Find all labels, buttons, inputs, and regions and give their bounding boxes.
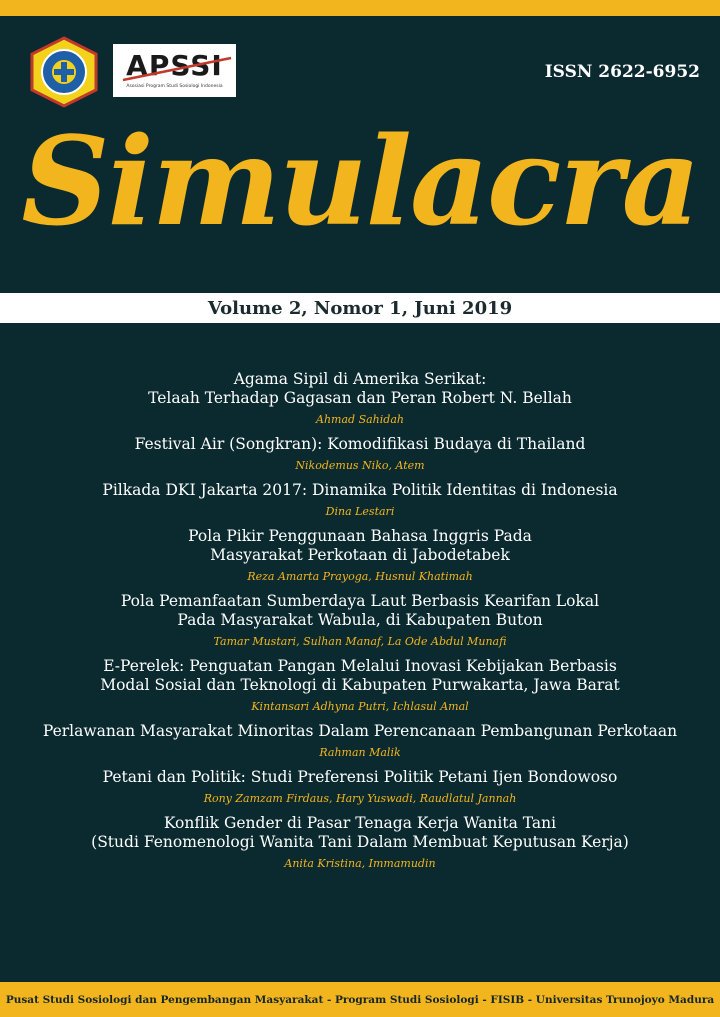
article-title-line: Perlawanan Masyarakat Minoritas Dalam Perencanaan Pembangunan Perkotaan: [42, 722, 678, 740]
journal-title: Simulacra: [21, 109, 699, 253]
article-title-line: E-Perelek: Penguatan Pangan Melalui Inovasi Kebijakan Berbasis: [103, 657, 617, 675]
article-authors: Anita Kristina, Immamudin: [284, 857, 436, 870]
article-authors: Rahman Malik: [319, 746, 401, 759]
apssi-swoosh-icon: [113, 44, 236, 97]
article-entry: [0, 481, 720, 519]
article-entry: [0, 722, 720, 760]
article-title-line: Petani dan Politik: Studi Preferensi Politik Petani Ijen Bondowoso: [102, 768, 618, 786]
article-title-line: Konflik Gender di Pasar Tenaga Kerja Wanita Tani: [163, 814, 557, 832]
article-title-line: Modal Sosial dan Teknologi di Kabupaten Purwakarta, Jawa Barat: [100, 676, 620, 694]
article-title-line: Pilkada DKI Jakarta 2017: Dinamika Politik Identitas di Indonesia: [102, 481, 618, 499]
article-title-line: Telaah Terhadap Gagasan dan Peran Robert N. Bellah: [148, 389, 572, 407]
article-authors: Nikodemus Niko, Atem: [295, 459, 425, 472]
table-of-contents: [0, 370, 720, 879]
article-authors: Kintansari Adhyna Putri, Ichlasul Amal: [251, 700, 469, 713]
article-title-line: Masyarakat Perkotaan di Jabodetabek: [210, 546, 510, 564]
article-authors: Ahmad Sahidah: [316, 413, 404, 426]
footer-bar: [0, 982, 720, 1017]
footer-text: Pusat Studi Sosiologi dan Pengembangan Masyarakat - Program Studi Sosiologi - FISIB - Universitas Trunojoyo Madura: [5, 993, 715, 1006]
volume-line: Volume 2, Nomor 1, Juni 2019: [207, 298, 513, 319]
article-title-line: Pada Masyarakat Wabula, di Kabupaten Buton: [177, 611, 543, 629]
article-authors: Rony Zamzam Firdaus, Hary Yuswadi, Raudlatul Jannah: [203, 792, 517, 805]
top-accent-stripe: [0, 0, 720, 16]
article-entry: [0, 657, 720, 714]
apssi-logo-subtitle: Asosiasi Program Studi Sosiologi Indonesia: [126, 84, 223, 89]
issn-number: ISSN 2622-6952: [544, 62, 700, 82]
article-entry: [0, 814, 720, 871]
article-entry: [0, 768, 720, 806]
volume-band: [0, 293, 720, 323]
article-entry: [0, 592, 720, 649]
article-authors: Reza Amarta Prayoga, Husnul Khatimah: [247, 570, 473, 583]
article-authors: Tamar Mustari, Sulhan Manaf, La Ode Abdul Munafi: [213, 635, 507, 648]
article-entry: [0, 527, 720, 584]
article-title-line: Pola Pikir Penggunaan Bahasa Inggris Pada: [188, 527, 532, 545]
article-authors: Dina Lestari: [325, 505, 395, 518]
article-title-line: Festival Air (Songkran): Komodifikasi Budaya di Thailand: [134, 435, 586, 453]
article-entry: [0, 370, 720, 427]
article-title-line: Pola Pemanfaatan Sumberdaya Laut Berbasis Kearifan Lokal: [120, 592, 600, 610]
article-entry: [0, 435, 720, 473]
article-title-line: Agama Sipil di Amerika Serikat:: [233, 370, 487, 388]
apssi-logo-text: APSSI: [126, 49, 223, 82]
article-title-line: (Studi Fenomenologi Wanita Tani Dalam Membuat Keputusan Kerja): [91, 833, 629, 851]
apssi-logo: [113, 44, 236, 97]
